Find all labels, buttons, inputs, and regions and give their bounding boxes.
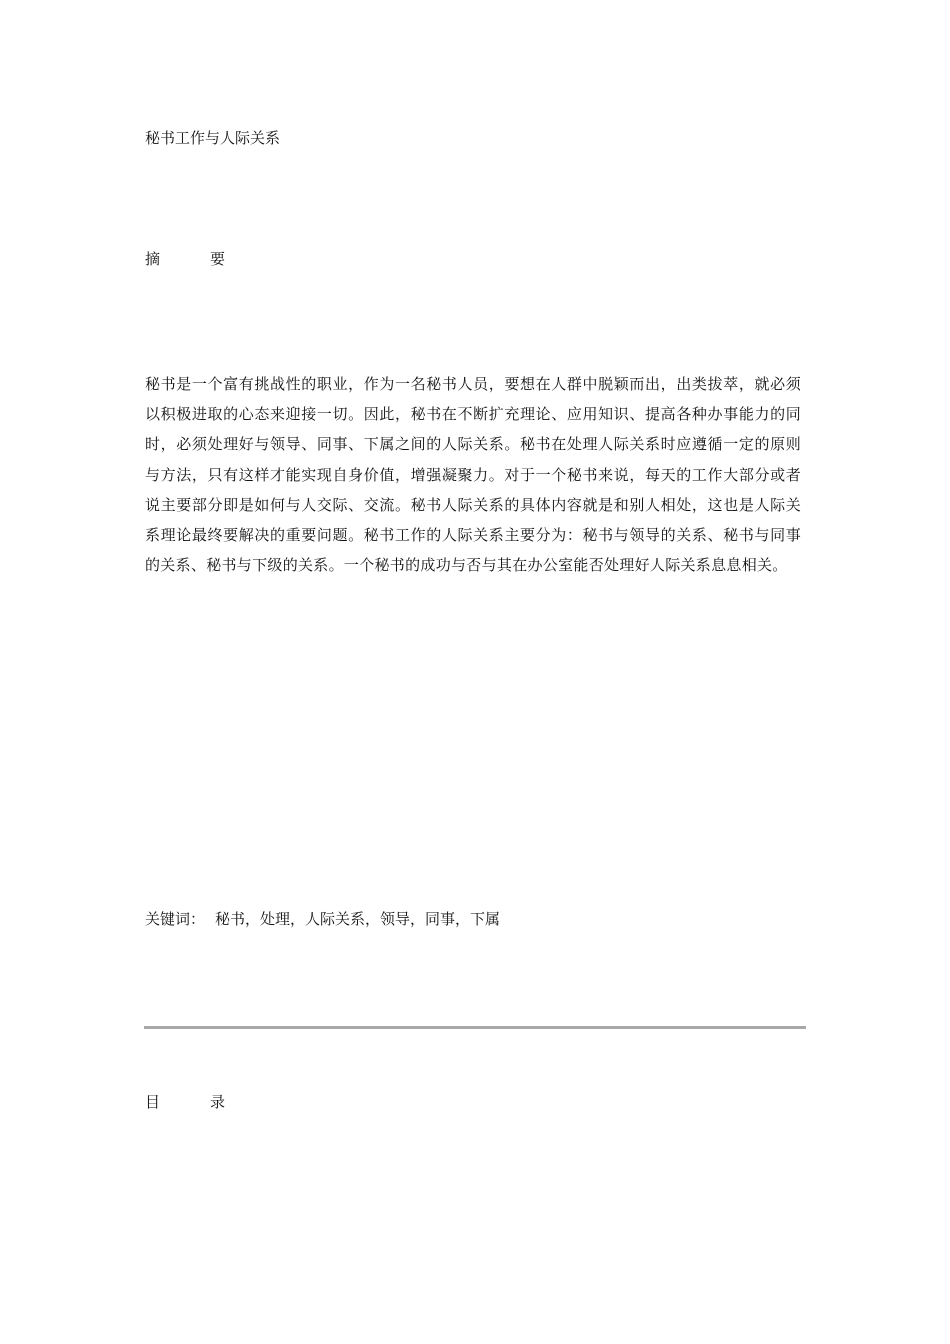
abstract-heading-char-2: 要 <box>210 250 226 268</box>
section-divider <box>144 1026 806 1029</box>
abstract-heading-char-1: 摘 <box>145 250 161 268</box>
document-title: 秘书工作与人际关系 <box>145 129 281 147</box>
toc-heading-char-1: 目 <box>145 1093 161 1111</box>
keywords-value: 秘书，处理，人际关系，领导，同事，下属 <box>215 910 501 928</box>
keywords-label: 关键词： <box>145 910 206 928</box>
abstract-body: 秘书是一个富有挑战性的职业，作为一名秘书人员，要想在人群中脱颖而出，出类拔萃，就必须以积极进取的心态来迎接一切。因此，秘书在不断扩充理论、应用知识、提高各种办事能力的同时，必须处理好与领导、同事、下属之间的人际关系。秘书在处理人际关系时应遵循一定的原则与方法，只有这样才能实现自身价值，增强凝聚力。对于一个秘书来说，每天的工作大部分或者说主要部分即是如何与人交际、交流。秘书人际关系的具体内容就是和别人相处，这也是人际关系理论最终要解决的重要问题。秘书工作的人际关系主要分为：秘书与领导的关系、秘书与同事的关系、秘书与下级的关系。一个秘书的成功与否与其在办公室能否处理好人际关系息息相关。 <box>145 375 801 575</box>
keywords-line <box>145 909 500 929</box>
toc-heading-char-2: 录 <box>210 1093 226 1111</box>
abstract-heading <box>145 249 225 269</box>
toc-heading <box>145 1092 225 1112</box>
